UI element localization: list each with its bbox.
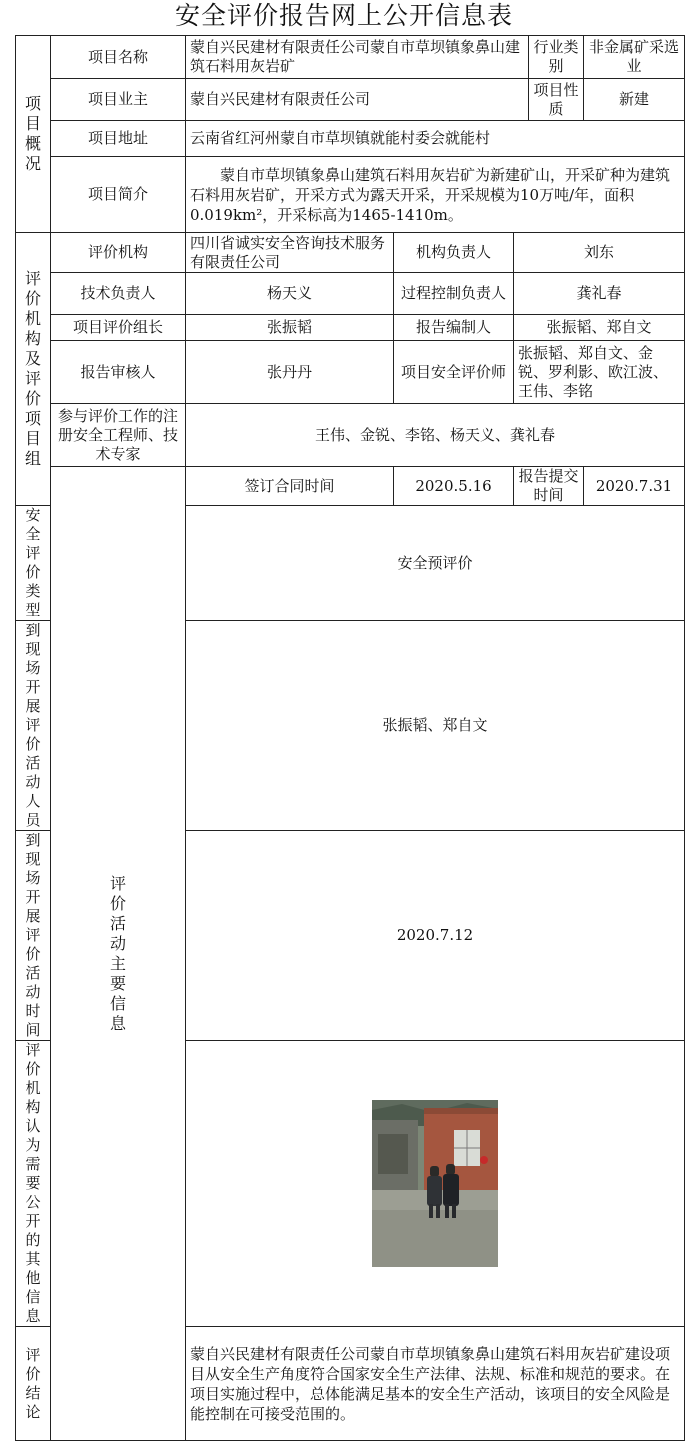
engineers-label: 参与评价工作的注册安全工程师、技术专家 bbox=[51, 404, 186, 467]
site-staff-label: 到现场开展评价活动人员 bbox=[16, 621, 51, 831]
nature-label: 项目性质 bbox=[529, 79, 584, 121]
writer: 张振韬、郑自文 bbox=[514, 315, 685, 341]
project-intro: 蒙自市草坝镇象鼻山建筑石料用灰岩矿为新建矿山，开采矿种为建筑石料用灰岩矿，开采方式为露天开采，开采规模为10万吨/年，面积0.019km²，开采标高为1465-1410m。 bbox=[186, 157, 685, 233]
site-staff: 张振韬、郑自文 bbox=[186, 621, 685, 831]
industry-label: 行业类别 bbox=[529, 36, 584, 79]
site-photo bbox=[372, 1100, 498, 1267]
eval-type: 安全预评价 bbox=[186, 506, 685, 621]
conclusion: 蒙自兴民建材有限责任公司蒙自市草坝镇象鼻山建筑石料用灰岩矿建设项目从安全生产角度符合国家安全生产法律、法规、标准和规范的要求。在项目实施过程中，总体能满足基本的安全生产活动，该项目的安全风险是能控制在可接受范围的。 bbox=[186, 1327, 685, 1441]
contract-time-label: 签订合同时间 bbox=[186, 467, 394, 506]
process-head: 龚礼春 bbox=[514, 273, 685, 315]
reviewer: 张丹丹 bbox=[186, 341, 394, 404]
agency-label: 评价机构 bbox=[51, 233, 186, 273]
tech-head-label: 技术负责人 bbox=[51, 273, 186, 315]
tech-head: 杨天义 bbox=[186, 273, 394, 315]
section-overview: 项目概况 bbox=[16, 36, 51, 233]
project-owner-label: 项目业主 bbox=[51, 79, 186, 121]
page-title: 安全评价报告网上公开信息表 bbox=[174, 1, 513, 30]
industry-value: 非金属矿采选业 bbox=[584, 36, 685, 79]
project-owner: 蒙自兴民建材有限责任公司 bbox=[186, 79, 529, 121]
team-leader-label: 项目评价组长 bbox=[51, 315, 186, 341]
reviewer-label: 报告审核人 bbox=[51, 341, 186, 404]
project-address: 云南省红河州蒙自市草坝镇就能村委会就能村 bbox=[186, 121, 685, 157]
project-intro-label: 项目简介 bbox=[51, 157, 186, 233]
agency-head-label: 机构负责人 bbox=[394, 233, 514, 273]
site-time-label: 到现场开展评价活动时间 bbox=[16, 831, 51, 1041]
agency-value: 四川省诚实安全咨询技术服务有限责任公司 bbox=[186, 233, 394, 273]
team-leader: 张振韬 bbox=[186, 315, 394, 341]
project-name: 蒙自兴民建材有限责任公司蒙自市草坝镇象鼻山建筑石料用灰岩矿 bbox=[186, 36, 529, 79]
contract-time: 2020.5.16 bbox=[394, 467, 514, 506]
nature-value: 新建 bbox=[584, 79, 685, 121]
eval-type-label: 安全评价类型 bbox=[16, 506, 51, 621]
agency-head: 刘东 bbox=[514, 233, 685, 273]
section-activity: 评价活动主要信息 bbox=[51, 467, 186, 1441]
other-info-cell bbox=[186, 1041, 685, 1327]
conclusion-label: 评价结论 bbox=[16, 1327, 51, 1441]
assessor: 张振韬、郑自文、金锐、罗利影、欧江波、王伟、李铭 bbox=[514, 341, 685, 404]
process-head-label: 过程控制负责人 bbox=[394, 273, 514, 315]
project-address-label: 项目地址 bbox=[51, 121, 186, 157]
assessor-label: 项目安全评价师 bbox=[394, 341, 514, 404]
site-time: 2020.7.12 bbox=[186, 831, 685, 1041]
project-name-label: 项目名称 bbox=[51, 36, 186, 79]
submit-time-label: 报告提交时间 bbox=[514, 467, 584, 506]
info-table bbox=[15, 35, 685, 1441]
engineers: 王伟、金锐、李铭、杨天义、龚礼春 bbox=[186, 404, 685, 467]
writer-label: 报告编制人 bbox=[394, 315, 514, 341]
section-agency: 评价机构及评价项目组 bbox=[16, 233, 51, 506]
other-info-label: 评价机构认为需要公开的其他信息 bbox=[16, 1041, 51, 1327]
submit-time: 2020.7.31 bbox=[584, 467, 685, 506]
